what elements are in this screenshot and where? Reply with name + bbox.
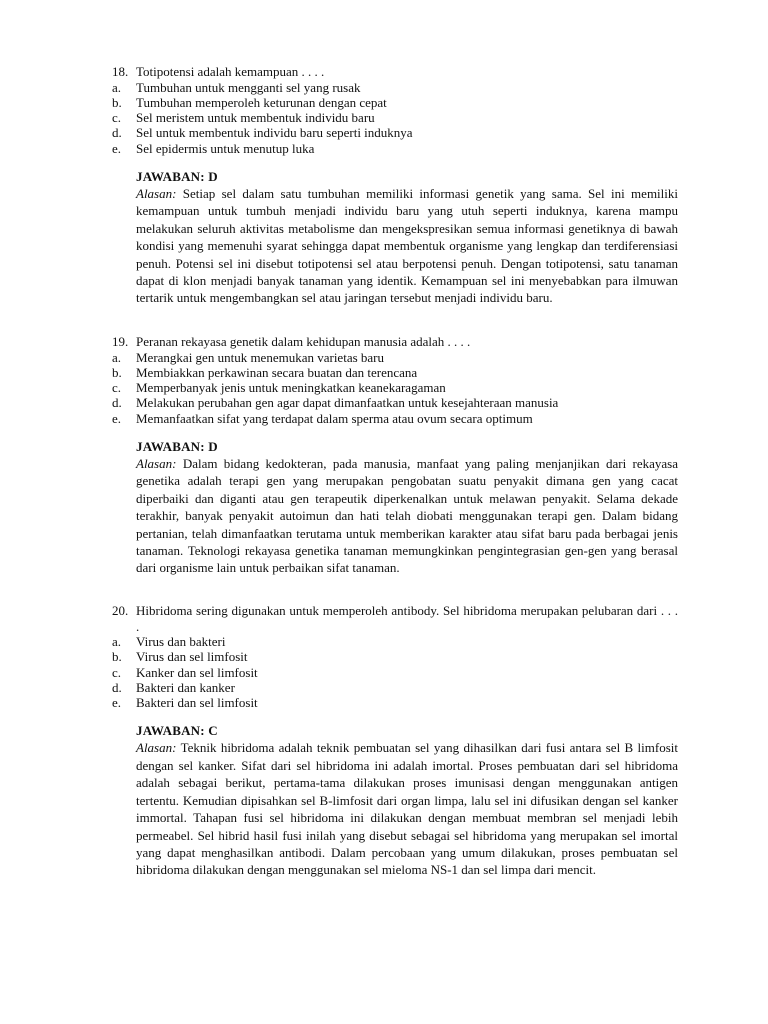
option-text: Sel untuk membentuk individu baru seperti induknya (136, 125, 413, 141)
option-letter: e. (112, 140, 122, 156)
answer-reason (136, 185, 678, 307)
option-letter: c. (112, 110, 122, 126)
option-e (112, 411, 678, 426)
option-text: Virus dan bakteri (136, 634, 226, 649)
question-text: Totipotensi adalah kemampuan . . . . (136, 64, 325, 79)
question-number: 18. (112, 64, 129, 79)
option-list (112, 634, 678, 710)
option-letter: c. (112, 664, 122, 680)
option-a (112, 350, 678, 365)
option-a (112, 634, 678, 649)
option-letter: e. (112, 410, 122, 426)
option-c (112, 380, 678, 395)
question-stem (112, 334, 678, 350)
question-number: 20. (112, 603, 129, 618)
option-text: Tumbuhan memperoleh keturunan dengan cepat (136, 94, 387, 110)
option-b (112, 365, 678, 380)
option-c (112, 110, 678, 125)
reason-text: Teknik hibridoma adalah teknik pembuatan sel yang dihasilkan dari fusi antara sel B limfosit dengan sel kanker. Sifat dari sel hibridoma ini adalah imortal. Proses pembuatan dari sel hibridoma adalah sebagai berikut, pertama-tama dilakukan proses imunisasi dengan menggunakan antigen tertentu. Kemudian dipisahkan sel B-limfosit dari organ limpa, lalu sel ini difusikan dengan sel kanker immortal. Tahapan fusi sel hibridoma ini dilakukan dengan membuat membran sel menjadi lebih permeabel. Sel hibrid hasil fusi inilah yang disebut sebagai sel hibridoma yang merupakan sel imortal yang dapat menghasilkan antibodi. Dalam percobaan yang umum dilakukan, proses pembuatan sel hibridoma dilakukan dengan menggunakan sel mieloma NS-1 dan sel limpa dari mencit. (136, 740, 678, 878)
option-text: Memperbanyak jenis untuk meningkatkan keanekaragaman (136, 380, 446, 396)
question-stem (112, 64, 678, 80)
question-stem (112, 603, 678, 634)
option-letter: e. (112, 695, 122, 711)
option-b (112, 649, 678, 664)
option-text: Bakteri dan sel limfosit (136, 695, 258, 711)
option-text: Melakukan perubahan gen agar dapat dimanfaatkan untuk kesejahteraan manusia (136, 395, 559, 411)
option-text: Sel epidermis untuk menutup luka (136, 140, 315, 156)
question-18 (112, 64, 678, 307)
option-a (112, 80, 678, 95)
answer-heading: JAWABAN: D (136, 168, 218, 184)
option-list (112, 80, 678, 156)
answer-heading: JAWABAN: D (136, 438, 218, 454)
answer-reason (136, 455, 678, 577)
answer-block (136, 438, 678, 577)
reason-label: Alasan: (136, 740, 177, 756)
option-letter: a. (112, 79, 122, 95)
question-number: 19. (112, 334, 129, 349)
reason-label: Alasan: (136, 185, 177, 201)
reason-text: Dalam bidang kedokteran, pada manusia, manfaat yang paling menjanjikan dari rekayasa genetika adalah terapi gen yang merupakan pengobatan suatu penyakit dimana gen yang cacat diperbaiki dan diganti atau gen terapeutik diperkenalkan untuk melawan penyakit. Selama dekade terakhir, banyak penyakit autoimun dan hati telah diobati menggunakan terapi gen. Dalam bidang pertanian, telah dimanfaatkan terutama untuk memberikan karakter atau sifat baru pada berbagai jenis tanaman. Teknologi rekayasa genetika tanaman memungkinkan pengintegrasian gen-gen yang berasal dari organisme lain untuk perbaikan sifat tanaman. (136, 455, 679, 576)
option-text: Tumbuhan untuk mengganti sel yang rusak (136, 79, 361, 95)
option-text: Bakteri dan kanker (136, 679, 235, 695)
option-letter: d. (112, 679, 122, 695)
option-text: Kanker dan sel limfosit (136, 664, 258, 680)
option-c (112, 665, 678, 680)
option-d (112, 125, 678, 140)
answer-block (136, 722, 678, 878)
option-text: Sel meristem untuk membentuk individu baru (136, 110, 375, 126)
option-letter: a. (112, 349, 122, 365)
option-letter: a. (112, 634, 122, 649)
option-text: Membiakkan perkawinan secara buatan dan terencana (136, 364, 418, 380)
option-text: Merangkai gen untuk menemukan varietas baru (136, 349, 384, 365)
option-e (112, 141, 678, 156)
option-b (112, 95, 678, 110)
option-letter: d. (112, 125, 122, 141)
question-text: Hibridoma sering digunakan untuk memperoleh antibody. Sel hibridoma merupakan pelubaran dari . . . . (136, 603, 678, 634)
reason-label: Alasan: (136, 455, 177, 471)
option-letter: d. (112, 395, 122, 411)
option-text: Memanfaatkan sifat yang terdapat dalam sperma atau ovum secara optimum (136, 410, 533, 426)
option-d (112, 395, 678, 410)
option-text: Virus dan sel limfosit (136, 649, 248, 665)
question-19 (112, 334, 678, 577)
question-text: Peranan rekayasa genetik dalam kehidupan manusia adalah . . . . (136, 334, 471, 349)
option-d (112, 680, 678, 695)
answer-heading: JAWABAN: C (136, 723, 218, 739)
question-20 (112, 603, 678, 879)
option-letter: b. (112, 649, 122, 665)
answer-block (136, 168, 678, 307)
option-letter: c. (112, 380, 122, 396)
option-letter: b. (112, 364, 122, 380)
option-e (112, 695, 678, 710)
option-list (112, 350, 678, 426)
answer-reason (136, 739, 678, 878)
option-letter: b. (112, 94, 122, 110)
reason-text: Setiap sel dalam satu tumbuhan memiliki informasi genetik yang sama. Sel ini memiliki kemampuan untuk tumbuh menjadi individu baru yang utuh seperti induknya, karena mampu melakukan seluruh aktivitas metabolisme dan mengekspresikan semua informasi genetiknya di bawah kondisi yang memenuhi syarat sehingga dapat membentuk organisme yang lengkap dan terdiferensiasi penuh. Potensi sel ini disebut totipotensi sel atau berpotensi penuh. Dengan totipotensi, satu tanaman dapat di klon menjadi banyak tanaman yang identik. Kemampuan sel ini menyebabkan para ilmuwan tertarik untuk mengembangkan sel atau jaringan tersebut menjadi individu baru. (136, 185, 679, 306)
